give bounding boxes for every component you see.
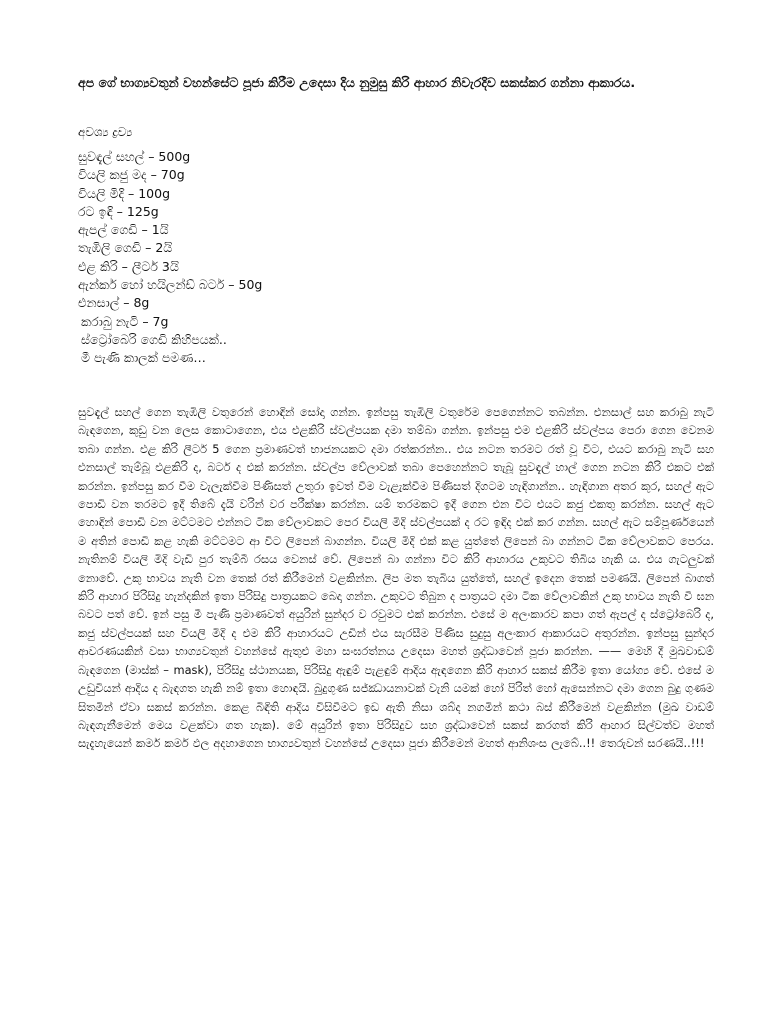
ingredient-item: එනසාල් – 8g [78,295,150,311]
ingredient-item: මී පැණි කාලක් පමණ… [81,350,206,366]
ingredients-list [78,148,262,368]
ingredient-item: රට ඉඳි – 125g [78,203,159,219]
ingredient-item: ඇන්කර් හෝ හයිලන්ඩ් බටර් – 50g [78,277,263,293]
ingredient-item: ස්ට්‍රෝබෙරි ගෙඩි කිහිපයක්.. [81,331,227,347]
ingredient-item: සුවඳැල් සහල් – 500g [78,149,191,164]
ingredient-item: වියලි කජු මද – 70g [78,167,185,183]
ingredient-item: ඇපල් ගෙඩි – 1යි [78,222,169,238]
ingredient-item: තැඹිලි ගෙඩි – 2යි [78,240,173,256]
document-title: අප ගේ භාග්‍යවතුන් වහන්සේට පූජා කිරීම උදෙසා දිය නුමුසු කිරි ආහාර නිවැරදිව සකස්කර ගන්නා ආකාරය. [78,75,636,90]
method-paragraph: සුවඳැල් සහල් ගෙන තැඹිලි වතුරෙන් හොඳින් සෝදා ගන්න. ඉන්පසු තැඹිලි වතුරේම පෙගෙන්නට තබන්න. එනසාල් සහ කරාබු නැටි බැඳගෙන, කුඩු වන ලෙස කොටාගෙන, එය එළකිරි ස්වල්පයක දමා තම්බා ගන්න. ඉන්පසු එම එළකිරි ස්වල්පය පෙරා ගෙන වෙනම තබා ගන්න. එළ කිරි ලීටර් 5 ගෙන ප්‍රමාණවත් භාජනයකට දමා රත්කරන්න.. එය නටන තරමට රත් වූ විට, එයට කරාබු නැටි සහ එනසාල් තැම්බූ එළකිරි ද, බටර් ද එක් කරන්න. ස්වල්ප වේලාවක් තබා පෙහෙන්නට තැබූ සුවඳැල් හාල් ගෙන නටන කිරි එකට එක් කරන්න. ඉන්පසු කර වීම වැලැක්වීම පිණිසත් උතුරා ඉවත් වීම වැළැක්වීම පිණිසත් දිගටම හැඳිගාන්න.. හැඳිගාන අතර කුර, සහල් ඇට පොඩි වන තරමට ඉදී තිබේ දැයි වරින් වර පරීක්ෂා කරන්න. යම් තරමකට ඉදී ගෙන එන විට එයට කජු එකතු කරන්න. සහල් ඇට හොඳින් පොඩි වන මට්ටමට එන්නට ටික වේලාවකට පෙර වියලි මිදි ස්වල්පයක් ද රට ඉඳිද එක් කර ගන්න. සහල් ඇට සම්පූර්ණයෙන් ම අතින් පොඩි කළ හැකි මට්ටමට ආ විට ලිපෙන් බාගන්න. වියලි මිදි එක් කළ යුත්තේ ලිපෙන් බා ගන්නට ටික වේලාවකට පෙරය. නැතිනම් වියලි මිදි වැඩි පුර තැම්බී රසය වෙනස් වේ. ලිපෙන් බා ගන්නා විට කිරි ආහාරය උකුවට තිබිය හැකි ය. එය ගැටලුවක් නොවේ. උකු භාවය නැති වන තෙක් රත් කිරීමෙන් වළකින්න. ලිප මත තැබිය යුත්තේ, සහල් ඉදෙන තෙක් පමණයි. ලිපෙන් බාගත් කිරි ආහාර පිරිසිදු හැන්දකින් ඉතා පිරිසිදු පාත්‍රයකට බෙදා ගන්න. උකුවට තිබුන ද පාත්‍රයට දමා ටික වේලාවකින් උකු භාවය නැති වී ඝන බවට පත් වේ. ඉන් පසු මී පැණි ප්‍රමාණවත් අයුරින් සුන්දර ව රවුමට එක් කරන්න. එසේ ම අලංකාරව කපා ගත් ඇපල් ද ස්ට්‍රෝබෙරි ද, කජු ස්වල්පයක් සහ වියලි මිදි ද එම කිරි ආහාරයට උඩින් එය සැරසීම පිණිස සුදුසු අලංකාර ආකාරයට අතුරන්න. ඉන්පසු සුන්දර ආවරණයකින් වසා භාග්‍යවතුන් වහන්සේ ඇතුළු මහා සංඝරත්නය උදෙසා මහත් ශ්‍රද්ධාවෙන් පූජා කරන්න. —— මෙහි දී මුඛවාඩම් බැඳගෙන (මාස්ක් – mask), පිරිසිදු ස්ථානයක, පිරිසිදු ඇඳුම් පැළඳුම් ආදිය ඇඳගෙන කිරි ආහාර සකස් කිරීම ඉතා යෝග්‍ය වේ. එසේ ම උඩුවියන් ආදිය ද බැඳගත හැකි නම් ඉතා හොඳයි. බුදුගුණ සජ්ඣායනාවක් වැනි යමක් හෝ පිරිත් හෝ ඇසෙන්නට දමා ගෙන බුදු ගුණම සිතමින් ඒවා සකස් කරන්න. කෙළ බිඳිති ආදිය විසිවීමට ඉඩ ඇති නිසා ශබ්ද නගමින් කථා බස් කිරීමෙන් වළකින්න (මුඛ වාඩම් බැඳගැනීමෙන් මෙය වළක්වා ගත හැක). මේ අයුරින් ඉතා පිරිසිදුව සහ ශ්‍රද්ධාවෙන් සකස් කරගත් කිරි ආහාර සිල්වත්ව මහත් සැදැහැයෙන් කර්ම කර්ම ඵල අදහාගෙන භාග්‍යවතුන් වහන්සේ උදෙසා පූජා කිරීමෙන් මහත් ආනිශංස ලැබේ..!! තෙරුවන් සරණයි..!!! [78,405,714,751]
ingredient-item: එළ කිරි – ලීටර් 3යි [78,258,179,274]
ingredient-item: කරාබු නැටි – 7g [81,313,169,329]
ingredients-heading: අවශ්‍ය ද්‍රව්‍ය [78,125,133,139]
ingredient-item: වියලි මිදි – 100g [78,185,171,201]
